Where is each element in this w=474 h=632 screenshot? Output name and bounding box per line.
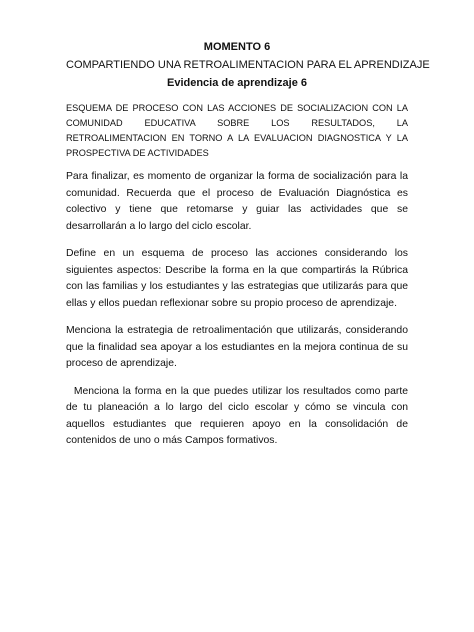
page-subtitle: COMPARTIENDO UNA RETROALIMENTACION PARA EL APRENDIZAJE <box>66 59 430 71</box>
page-title: MOMENTO 6 <box>203 41 271 53</box>
paragraph-feedback-strategy: Menciona la estrategia de retroalimentación que utilizarás, considerando que la finalidad sea apoyar a los estudiantes en la mejora continua de su proceso de aprendizaje. <box>66 325 408 369</box>
paragraph-use-results: Menciona la forma en la que puedes utilizar los resultados como parte de tu planeación a lo largo del ciclo escolar y cómo se vincula con aquellos estudiantes que requieren apoyo en la consolidación de contenidos de uno o más Campos formativos. <box>66 385 411 446</box>
evidence-title: Evidencia de aprendizaje 6 <box>166 77 307 89</box>
paragraph-define-scheme: Define en un esquema de proceso las acciones considerando los siguientes aspectos: Describe la forma en la que compartirás la Rúbrica con las familias y los estudiantes y las estrategias que utilizarás para que ellas y ellos puedan reflexionar sobre su propio proceso de aprendizaje. <box>66 248 408 309</box>
intro-caps-paragraph: ESQUEMA DE PROCESO CON LAS ACCIONES DE SOCIALIZACION CON LA COMUNIDAD EDUCATIVA SOBRE LOS RESULTADOS, LA RETROALIMENTACION EN TORNO A LA EVALUACION DIAGNOSTICA Y LA PROSPECTIVA DE ACTIVIDADES <box>66 103 408 158</box>
paragraph-finalize: Para finalizar, es momento de organizar la forma de socialización para la comunidad. Recuerda que el proceso de Evaluación Diagnóstica es colectivo y tiene que retomarse y guiar las actividades que se desarrollarán a lo largo del ciclo escolar. <box>66 171 408 232</box>
